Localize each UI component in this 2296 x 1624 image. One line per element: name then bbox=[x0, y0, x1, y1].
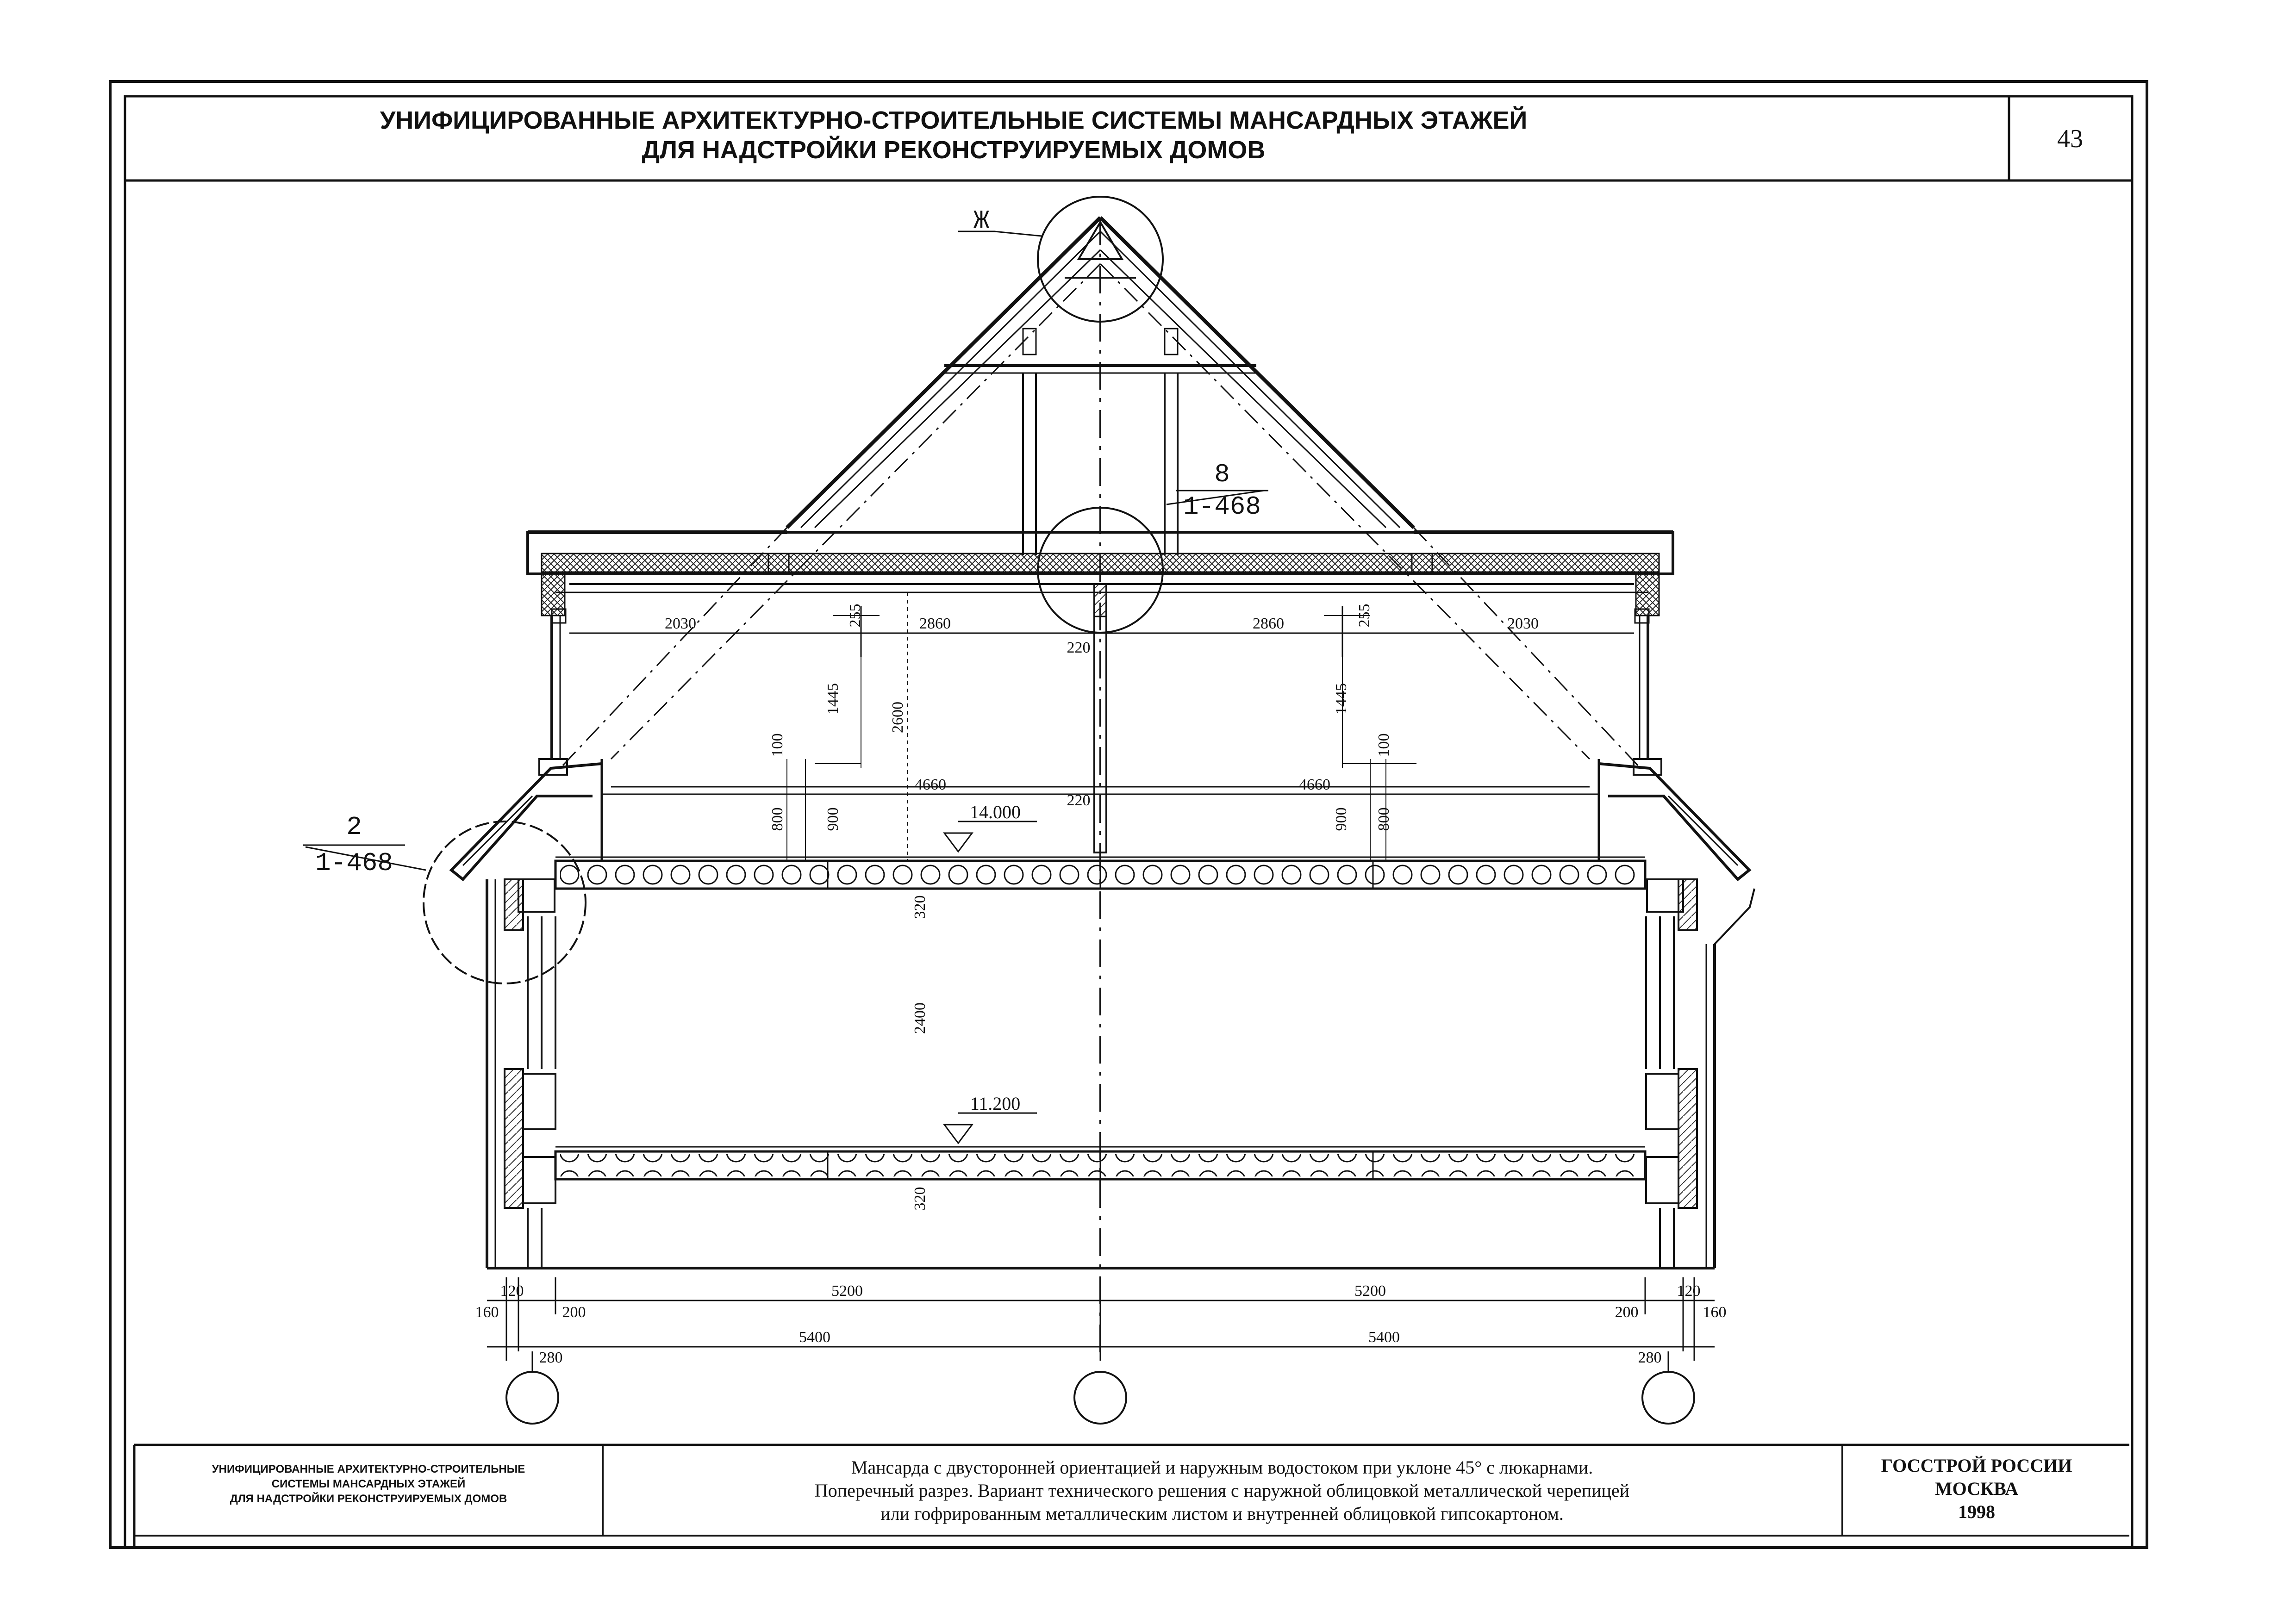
dim-320-top: 320 bbox=[911, 895, 929, 919]
cross-section bbox=[306, 197, 1754, 1424]
callout-ridge-label: Ж bbox=[973, 206, 989, 236]
footer-description-line2: Поперечный разрез. Вариант технического решения с наружной облицовкой металлической черепицей bbox=[814, 1480, 1630, 1501]
dim-255-left: 255 bbox=[847, 604, 864, 628]
callout-eave-sheet: 1-468 bbox=[315, 848, 393, 878]
footer-left-line3: ДЛЯ НАДСТРОЙКИ РЕКОНСТРУИРУЕМЫХ ДОМОВ bbox=[230, 1493, 507, 1505]
dim-top-left: 2030 bbox=[665, 615, 696, 632]
page-number: 43 bbox=[2057, 124, 2083, 153]
dim-top-right: 2030 bbox=[1507, 615, 1539, 632]
dim-2400: 2400 bbox=[911, 1002, 929, 1034]
dim-5200-left: 5200 bbox=[831, 1282, 863, 1300]
level-upper: 14.000 bbox=[970, 802, 1021, 822]
callout-mid-number: 8 bbox=[1214, 460, 1230, 489]
footer-left-line2: СИСТЕМЫ МАНСАРДНЫХ ЭТАЖЕЙ bbox=[271, 1478, 466, 1490]
footer-description-line1: Мансарда с двусторонней ориентацией и наружным водостоком при уклоне 45° с люкарнами. bbox=[851, 1457, 1593, 1478]
footer-org-line1: ГОССТРОЙ РОССИИ bbox=[1881, 1455, 2072, 1476]
axis-bubble-right bbox=[1642, 1372, 1694, 1424]
footer-org-line3: 1998 bbox=[1958, 1501, 1995, 1522]
dim-120-left: 120 bbox=[500, 1282, 524, 1300]
dim-center-220-mid: 220 bbox=[1067, 792, 1091, 809]
footer-left-line1: УНИФИЦИРОВАННЫЕ АРХИТЕКТУРНО-СТРОИТЕЛЬНЫЕ bbox=[212, 1463, 525, 1475]
dim-200-right: 200 bbox=[1615, 1304, 1639, 1321]
dim-4660-left: 4660 bbox=[915, 776, 946, 793]
dim-280-right: 280 bbox=[1638, 1349, 1662, 1366]
dim-160-left: 160 bbox=[475, 1304, 499, 1321]
dim-280-left: 280 bbox=[539, 1349, 563, 1366]
dim-200-left: 200 bbox=[562, 1304, 586, 1321]
dim-100-left: 100 bbox=[769, 733, 786, 757]
dim-800-right: 800 bbox=[1375, 807, 1392, 831]
dim-900-left: 900 bbox=[824, 807, 842, 831]
dim-2600: 2600 bbox=[889, 702, 906, 733]
dim-5400-right: 5400 bbox=[1368, 1329, 1400, 1346]
callout-mid-sheet: 1-468 bbox=[1183, 492, 1261, 522]
dim-1445-right: 1445 bbox=[1333, 683, 1350, 715]
dim-5400-left: 5400 bbox=[799, 1329, 830, 1346]
dim-4660-right: 4660 bbox=[1299, 776, 1330, 793]
dim-100-right: 100 bbox=[1375, 733, 1392, 757]
dim-5200-right: 5200 bbox=[1354, 1282, 1386, 1300]
axis-bubble-left bbox=[506, 1372, 558, 1424]
dim-120-right: 120 bbox=[1677, 1282, 1701, 1300]
dim-800-left: 800 bbox=[769, 807, 786, 831]
dim-top-mid-right: 2860 bbox=[1253, 615, 1284, 632]
header-title-line2: ДЛЯ НАДСТРОЙКИ РЕКОНСТРУИРУЕМЫХ ДОМОВ bbox=[642, 136, 1266, 164]
dim-900-right: 900 bbox=[1333, 807, 1350, 831]
header-title-line1: УНИФИЦИРОВАННЫЕ АРХИТЕКТУРНО-СТРОИТЕЛЬНЫЕ СИСТЕМЫ МАНСАРДНЫХ ЭТАЖЕЙ bbox=[380, 106, 1528, 134]
dim-160-right: 160 bbox=[1703, 1304, 1727, 1321]
footer-org-line2: МОСКВА bbox=[1934, 1478, 2019, 1499]
dim-1445-left: 1445 bbox=[824, 683, 842, 715]
dim-255-right: 255 bbox=[1356, 604, 1373, 628]
dim-320-bottom: 320 bbox=[911, 1187, 929, 1211]
footer-description-line3: или гофрированным металлическим листом и внутренней облицовкой гипсокартоном. bbox=[880, 1503, 1564, 1524]
level-lower: 11.200 bbox=[970, 1093, 1021, 1114]
dim-center-220-top: 220 bbox=[1067, 639, 1091, 656]
dim-top-mid-left: 2860 bbox=[919, 615, 951, 632]
sheet-frame bbox=[110, 81, 2147, 1548]
callout-eave-number: 2 bbox=[346, 812, 362, 842]
axis-bubble-center bbox=[1074, 1372, 1126, 1424]
